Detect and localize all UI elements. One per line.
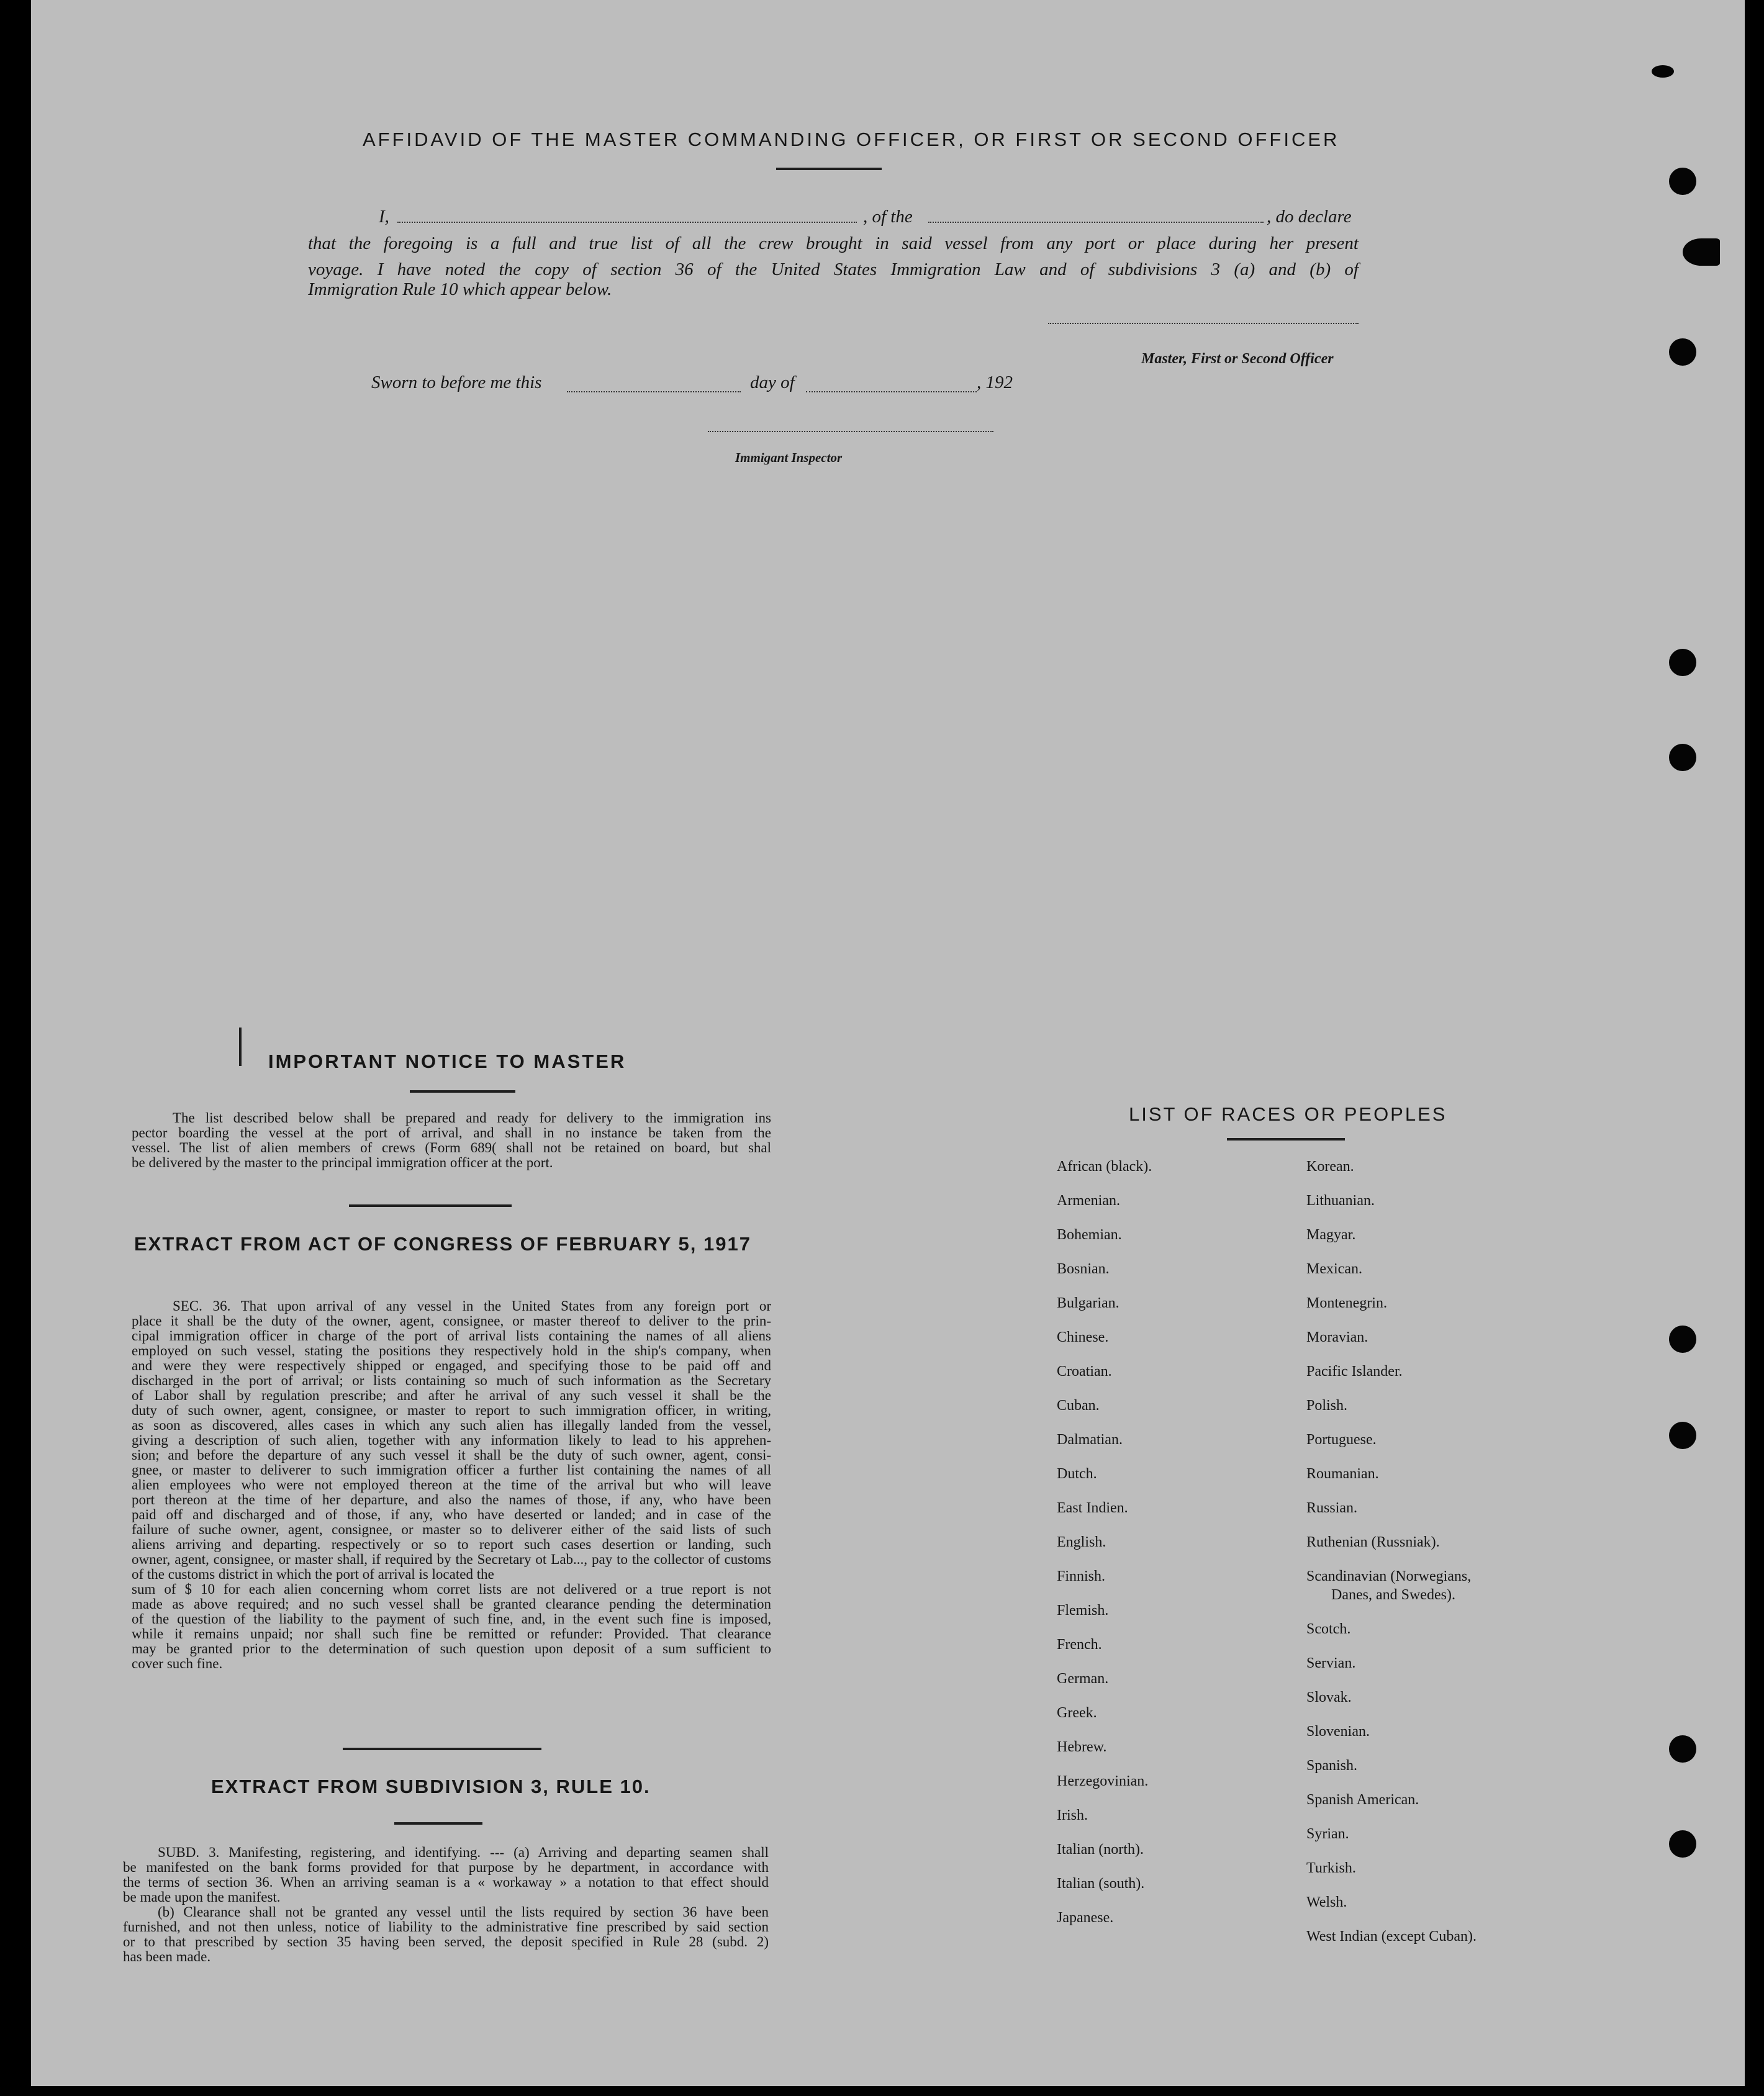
act-line: made as above required; and no such vessel shall be granted clearance pending the determination [132, 1596, 771, 1612]
race-item: Finnish. [1057, 1568, 1106, 1584]
race-item: Pacific Islander. [1306, 1363, 1403, 1380]
act-line: alien employees who were not employed thereon at the time of the arrival but who will leave [132, 1477, 771, 1493]
race-item: German. [1057, 1671, 1109, 1687]
declaration-line1 [379, 207, 1360, 232]
act-text [132, 1299, 771, 1671]
rule-line: or to that prescribed by section 35 having been served, the deposit specified in Rule 28 (subd. 2) [123, 1934, 769, 1949]
notice-text [132, 1111, 771, 1170]
rule-line: the terms of section 36. When an arriving seaman is a « workaway » a notation to that effect should [123, 1874, 769, 1890]
races-title: LIST OF RACES OR PEOPLES [1129, 1103, 1447, 1125]
act-line: and were they were respectively shipped or engaged, and specifying those to be paid off and [132, 1358, 771, 1373]
declarant-name-field[interactable] [397, 222, 857, 223]
race-item: Scandinavian (Norwegians, [1306, 1568, 1472, 1584]
rule-line: (b) Clearance shall not be granted any vessel until the lists required by section 36 have been [158, 1904, 769, 1920]
race-item: Syrian. [1306, 1826, 1349, 1842]
race-item: Montenegrin. [1306, 1295, 1387, 1311]
declaration-line4: Immigration Rule 10 which appear below. [308, 279, 612, 299]
race-item: Welsh. [1306, 1894, 1347, 1910]
races-underline [1227, 1138, 1345, 1141]
binder-hole-icon [1669, 168, 1696, 195]
notice-line: pector boarding the vessel at the port of arrival, and shall in no instance be taken from the [132, 1125, 771, 1141]
race-item: Russian. [1306, 1500, 1358, 1516]
master-signature-field[interactable] [1048, 323, 1359, 324]
rule-line: be made upon the manifest. [123, 1889, 281, 1905]
binder-hole-icon [1669, 1830, 1696, 1858]
race-item: Mexican. [1306, 1261, 1362, 1277]
signature-caption: Master, First or Second Officer [1141, 351, 1334, 367]
act-line: as soon as discovered, alles cases in which any such alien has illegally landed from the vessel, [132, 1417, 771, 1433]
rule-line: furnished, and not then unless, notice of liability to the administrative fine prescribed by said section [123, 1919, 769, 1935]
rule-line: be manifested on the bank forms provided for that purpose by he department, in accordance with [123, 1859, 769, 1875]
year-text: , 192 [977, 373, 1013, 392]
sworn-month-field[interactable] [806, 391, 977, 392]
notice-line: vessel. The list of alien members of crews (Form 689( shall not be retained on board, but shal [132, 1140, 771, 1155]
race-item: Dalmatian. [1057, 1432, 1123, 1448]
binder-hole-icon [1669, 1422, 1696, 1449]
race-item: Hebrew. [1057, 1739, 1107, 1755]
rule-title: EXTRACT FROM SUBDIVISION 3, RULE 10. [211, 1776, 651, 1797]
race-item: Dutch. [1057, 1466, 1097, 1482]
race-item: Spanish. [1306, 1758, 1358, 1774]
race-item: West Indian (except Cuban). [1306, 1928, 1477, 1945]
binder-hole-icon [1669, 649, 1696, 676]
act-line: may be granted prior to the determination of such question upon deposit of a sum sufficient to [132, 1641, 771, 1656]
race-item: Italian (north). [1057, 1841, 1144, 1858]
rule-line: SUBD. 3. Manifesting, registering, and identifying. --- (a) Arriving and departing seamen shall [158, 1845, 769, 1860]
race-item: Roumanian. [1306, 1466, 1379, 1482]
race-item: Magyar. [1306, 1227, 1356, 1243]
notice-line: be delivered by the master to the principal immigration officer at the port. [132, 1155, 553, 1170]
race-item: Italian (south). [1057, 1876, 1145, 1892]
act-line: port thereon at the time of her departure, and also the names of those, if any, who have been [132, 1492, 771, 1507]
race-item: Servian. [1306, 1655, 1356, 1671]
act-line: of the question of the liability to the payment of such fine, and, in the event such fine is imposed, [132, 1611, 771, 1627]
notice-underline [410, 1090, 515, 1093]
race-item: Armenian. [1057, 1193, 1120, 1209]
inspector-signature-field[interactable] [708, 431, 993, 432]
inspector-caption: Immigant Inspector [735, 450, 843, 465]
race-item: Japanese. [1057, 1910, 1114, 1926]
act-line: failure of suche owner, agent, consignee, or master so to deliverer either of the said lists of such [132, 1522, 771, 1537]
declaration-line3: voyage. I have noted the copy of section 36 of the United States Immigration Law and of subdivisions 3 (a) and (b) of [308, 260, 1359, 279]
title-underline [776, 168, 882, 170]
race-item: African (black). [1057, 1159, 1152, 1175]
race-item: French. [1057, 1637, 1102, 1653]
race-item: Bohemian. [1057, 1227, 1122, 1243]
day-of-text: day of [750, 373, 795, 392]
act-line: sion; and before the departure of any such vessel it shall be the duty of such owner, agent, consi- [132, 1447, 771, 1463]
torn-edge-mark [1652, 65, 1674, 78]
race-item: Slovak. [1306, 1689, 1352, 1705]
declarant-prefix: I, [379, 207, 389, 227]
torn-edge-mark [1683, 238, 1720, 266]
race-item: Slovenian. [1306, 1723, 1370, 1740]
sworn-day-field[interactable] [567, 391, 741, 392]
race-item: Greek. [1057, 1705, 1097, 1721]
act-line: cover such fine. [132, 1656, 223, 1671]
race-item: Danes, and Swedes). [1331, 1587, 1455, 1603]
race-item: Irish. [1057, 1807, 1088, 1823]
race-item: Bosnian. [1057, 1261, 1110, 1277]
of-the-text: , of the [863, 207, 913, 227]
declare-text: , do declare [1267, 207, 1352, 227]
notice-margin-mark [239, 1028, 242, 1066]
act-line: giving a description of such alien, together with any information likely to lead to his apprehen- [132, 1432, 771, 1448]
notice-divider [349, 1204, 512, 1207]
race-item: Flemish. [1057, 1602, 1109, 1619]
race-item: Lithuanian. [1306, 1193, 1375, 1209]
sworn-line [371, 373, 1054, 397]
act-line: paid off and discharged and of those, if any, who have deserted or landed; and in case of the [132, 1507, 771, 1522]
race-item: Korean. [1306, 1159, 1354, 1175]
declaration-line2: that the foregoing is a full and true list of all the crew brought in said vessel from any port or place during her present [308, 233, 1359, 253]
race-item: Bulgarian. [1057, 1295, 1119, 1311]
rule-line: has been made. [123, 1949, 211, 1964]
act-line: owner, agent, consignee, or master shall, if required by the Secretary ot Lab..., pay to the collector of customs of the customs district in which the port of arrival is located the [132, 1552, 771, 1582]
sworn-text: Sworn to before me this [371, 373, 542, 392]
binder-hole-icon [1669, 338, 1696, 366]
act-line: employed on such vessel, stating the positions they respectively hold in the ship's company, when [132, 1343, 771, 1358]
notice-title: IMPORTANT NOTICE TO MASTER [268, 1050, 626, 1072]
race-item: Ruthenian (Russniak). [1306, 1534, 1440, 1550]
race-item: Herzegovinian. [1057, 1773, 1149, 1789]
act-line: place it shall be the duty of the owner, agent, consignee, or master thereof to deliver to the prin- [132, 1313, 771, 1329]
race-item: Croatian. [1057, 1363, 1112, 1380]
race-item: Moravian. [1306, 1329, 1368, 1345]
race-item: English. [1057, 1534, 1106, 1550]
affidavit-title: AFFIDAVID OF THE MASTER COMMANDING OFFICER, OR FIRST OR SECOND OFFICER [363, 129, 1340, 150]
race-item: Polish. [1306, 1398, 1348, 1414]
act-line: aliens arriving and departing. respectively or so to report such cases desertion or landing, such [132, 1537, 771, 1552]
act-divider [343, 1748, 541, 1750]
race-item: Chinese. [1057, 1329, 1109, 1345]
act-title: EXTRACT FROM ACT OF CONGRESS OF FEBRUARY 5, 1917 [134, 1233, 751, 1255]
race-item: Spanish American. [1306, 1792, 1419, 1808]
act-line: SEC. 36. That upon arrival of any vessel in the United States from any foreign port or [173, 1298, 771, 1314]
act-line: cipal immigration officer in charge of the port of arrival lists containing the names of all aliens [132, 1328, 771, 1344]
race-item: East Indien. [1057, 1500, 1128, 1516]
act-line: gnee, or master to deliverer to such immigration officer a further list containing the names of all [132, 1462, 771, 1478]
act-line: duty of such owner, agent, consignee, or master to report to such immigration officer, in writing, [132, 1403, 771, 1418]
vessel-name-field[interactable] [928, 222, 1264, 223]
race-item: Scotch. [1306, 1621, 1351, 1637]
binder-hole-icon [1669, 1735, 1696, 1763]
act-line: while it remains unpaid; nor shall such fine be remitted or refunder: Provided. That clearance [132, 1626, 771, 1642]
binder-hole-icon [1669, 744, 1696, 771]
act-line: discharged in the port of arrival; or lists containing so much of such information as the Secretary [132, 1373, 771, 1388]
notice-line: The list described below shall be prepared and ready for delivery to the immigration ins [173, 1110, 771, 1126]
document-page [31, 0, 1745, 2086]
race-item: Portuguese. [1306, 1432, 1377, 1448]
act-line: sum of $ 10 for each alien concerning whom corret lists are not delivered or a true report is not [132, 1581, 771, 1597]
race-item: Turkish. [1306, 1860, 1356, 1876]
binder-hole-icon [1669, 1326, 1696, 1353]
race-item: Cuban. [1057, 1398, 1100, 1414]
act-line: of Labor shall by regulation prescribe; and after he arrival of any such vessel it shall be the [132, 1388, 771, 1403]
rule-underline [394, 1822, 482, 1825]
rule-text [123, 1845, 769, 1964]
